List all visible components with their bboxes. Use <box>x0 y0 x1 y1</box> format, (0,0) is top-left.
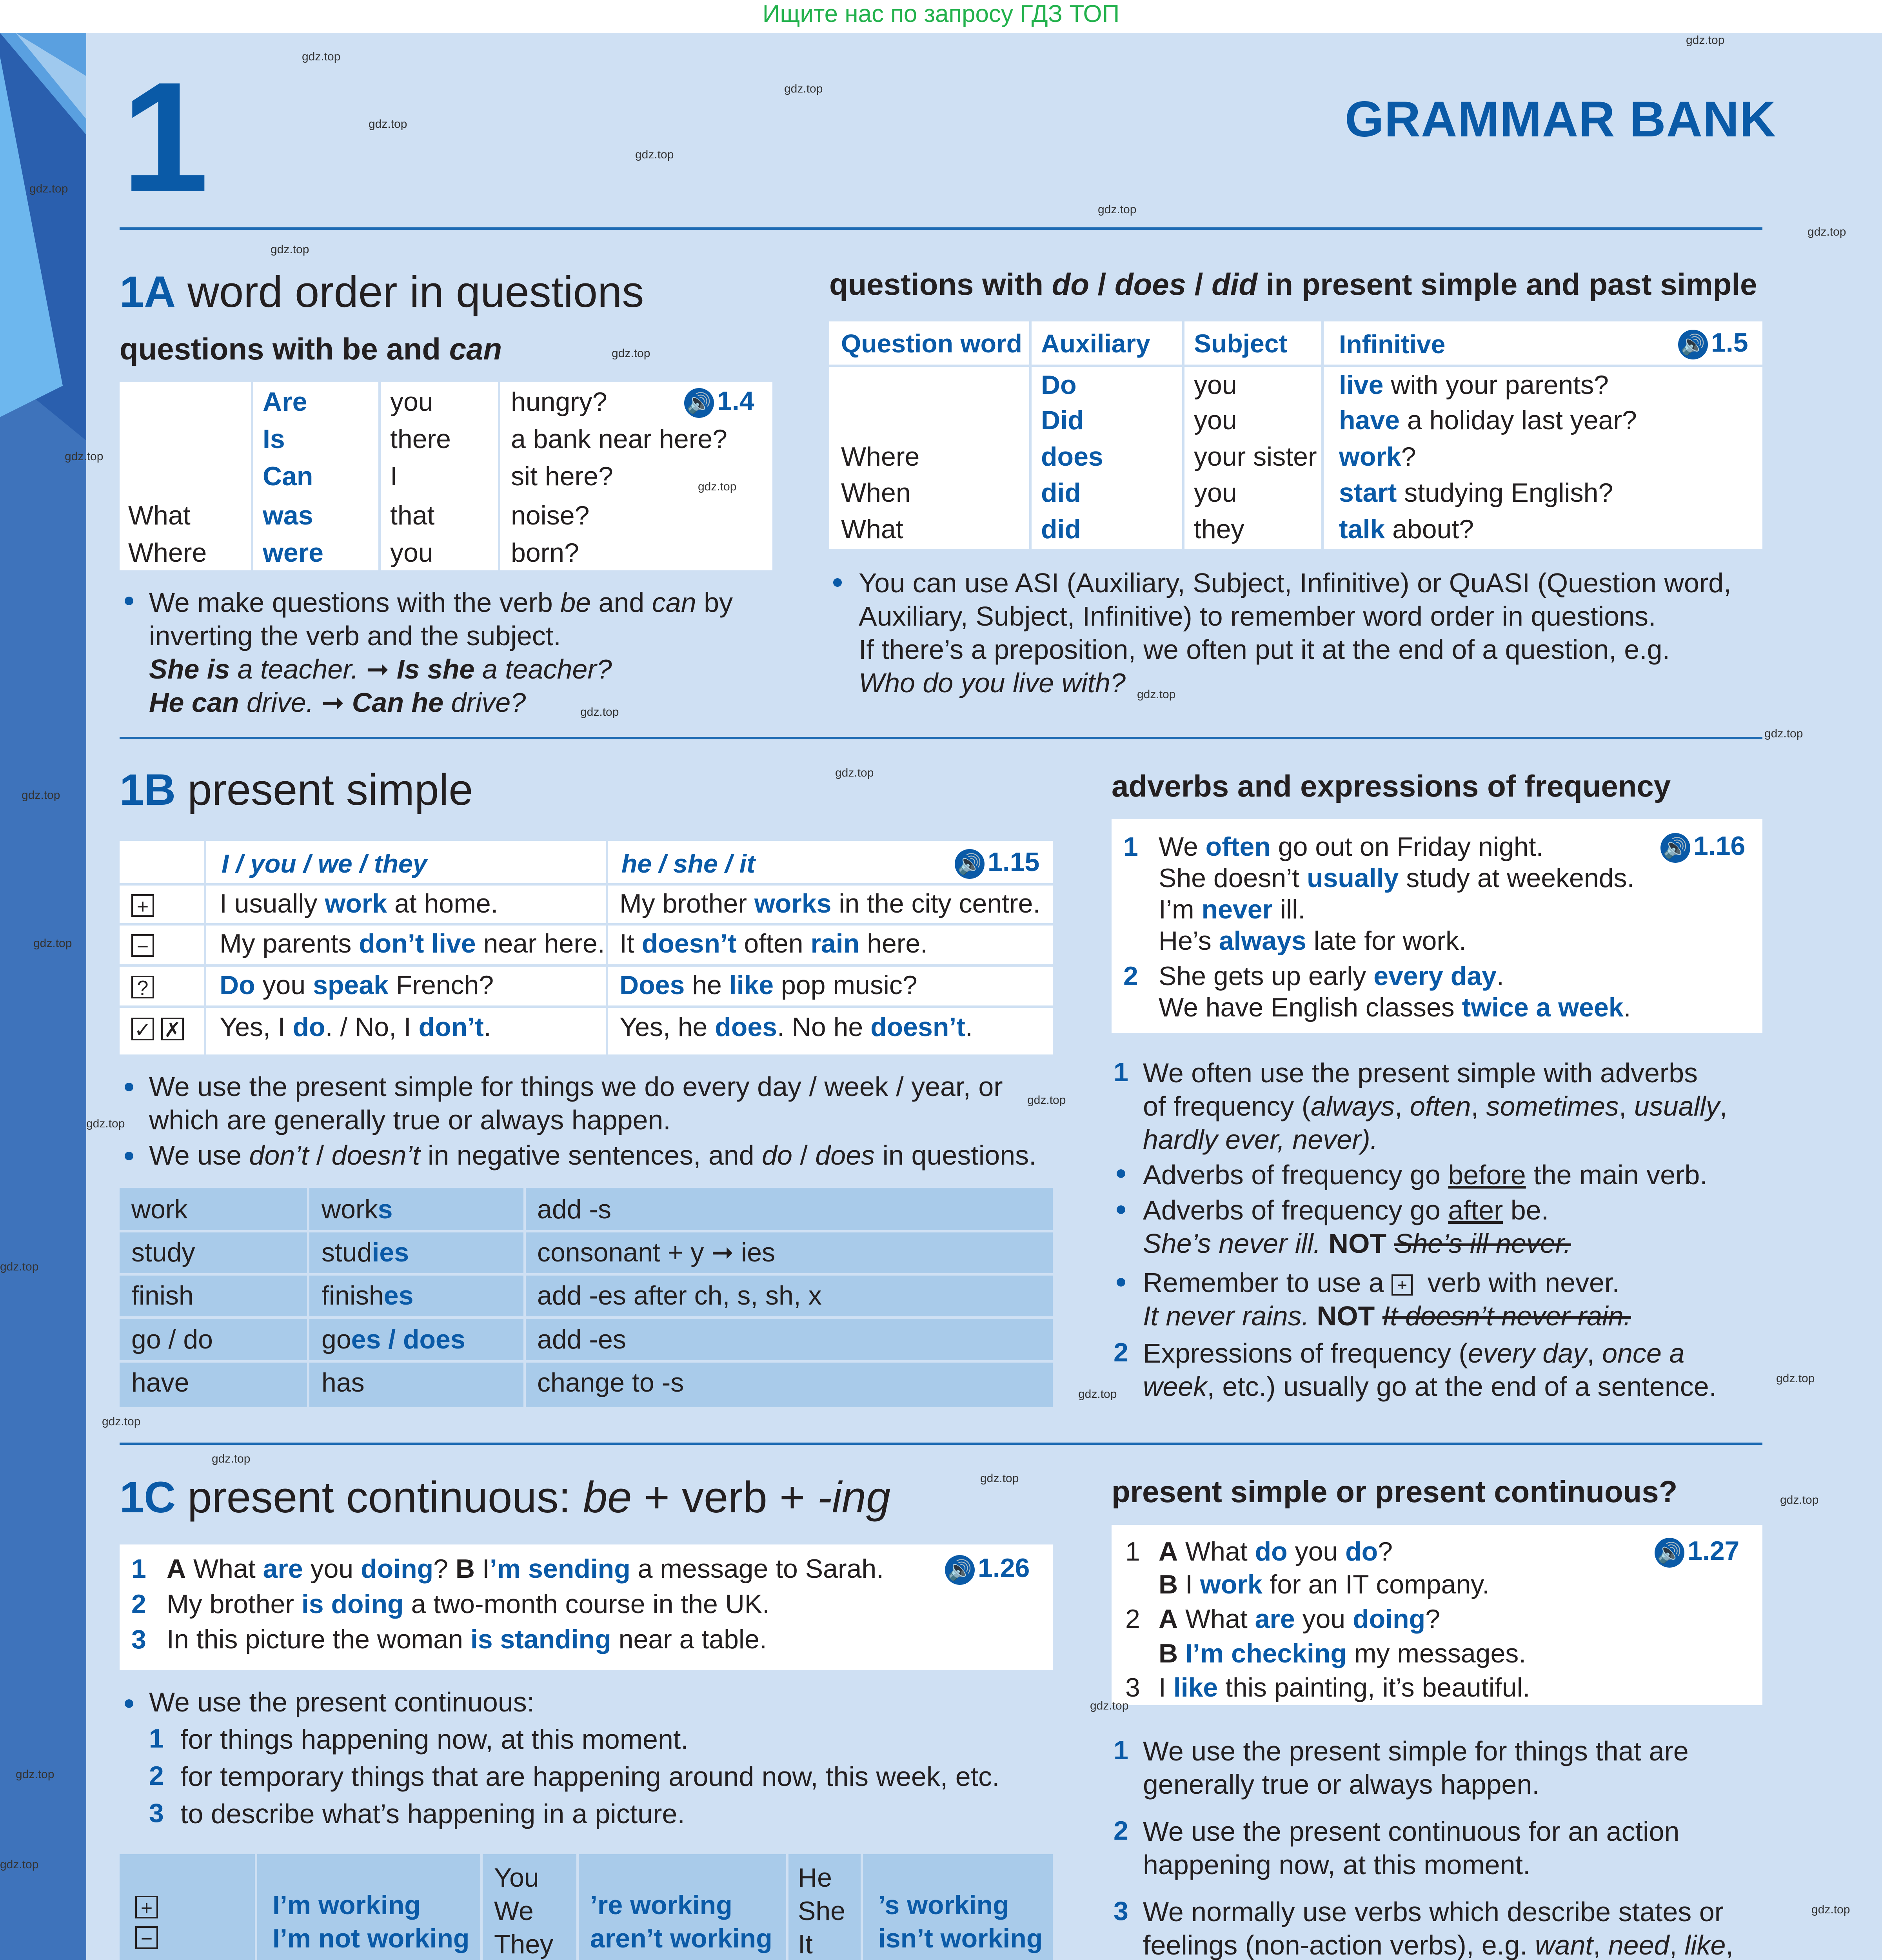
plus-icon: + <box>135 1889 165 1921</box>
number: 3 <box>131 1624 146 1654</box>
subject: your sister <box>1194 442 1317 472</box>
rule: add -s <box>537 1194 611 1224</box>
example: We often go out on Friday night. <box>1159 832 1544 862</box>
watermark: gdz.top <box>369 118 407 131</box>
example: It doesn’t often rain here. <box>619 929 928 958</box>
watermark: gdz.top <box>302 50 341 63</box>
section-1a-subheading: questions with be and can <box>120 332 502 366</box>
bullet <box>125 1152 133 1160</box>
watermark: gdz.top <box>580 706 619 719</box>
bullet <box>1117 1169 1125 1178</box>
form: works <box>322 1194 393 1224</box>
aux: Did <box>1041 405 1084 435</box>
example: He’s always late for work. <box>1159 926 1466 956</box>
pronoun: He <box>798 1863 832 1893</box>
form: studies <box>322 1238 409 1267</box>
form: has <box>322 1368 365 1397</box>
example: I like this painting, it’s beautiful. <box>1159 1673 1530 1702</box>
infinitive: live with your parents? <box>1339 370 1609 400</box>
watermark: gdz.top <box>271 243 309 256</box>
example: Do you speak French? <box>220 970 494 1000</box>
section-1c-examples <box>120 1544 1053 1670</box>
watermark: gdz.top <box>1078 1388 1117 1401</box>
form: finishes <box>322 1281 414 1310</box>
note: which are generally true or always happen. <box>149 1105 671 1135</box>
adverbs-heading: adverbs and expressions of frequency <box>1112 769 1671 803</box>
watermark: gdz.top <box>1137 688 1176 701</box>
verb: have <box>131 1368 189 1397</box>
note: We make questions with the verb be and can by <box>149 587 733 618</box>
note: Expressions of frequency (every day, once a <box>1143 1338 1685 1368</box>
watermark: gdz.top <box>784 82 823 95</box>
qw: Where <box>841 442 920 472</box>
pronoun: She <box>798 1896 845 1926</box>
plus-icon: + <box>1392 1274 1413 1296</box>
form: I’m working <box>272 1890 421 1920</box>
speaker-icon: 🔊 <box>684 388 714 418</box>
rule: add -es <box>537 1325 626 1354</box>
rest: a bank near here? <box>511 424 727 454</box>
form: isn’t working <box>878 1924 1043 1953</box>
aux: did <box>1041 514 1081 544</box>
number: 2 <box>1114 1816 1128 1846</box>
number: 1 <box>131 1554 146 1584</box>
aux: Do <box>1041 370 1077 400</box>
top-banner-text: Ищите нас по запросу ГДЗ ТОП <box>762 0 1120 27</box>
col-header: I / you / we / they <box>222 849 427 878</box>
note: week, etc.) usually go at the end of a sentence. <box>1143 1371 1717 1402</box>
divider <box>120 1443 1762 1445</box>
number: 3 <box>149 1798 164 1828</box>
number: 1 <box>1123 832 1138 862</box>
audio-button[interactable]: 🔊 1.26 <box>945 1552 1030 1585</box>
form: goes / does <box>322 1325 465 1354</box>
watermark: gdz.top <box>1780 1494 1819 1506</box>
watermark: gdz.top <box>1098 203 1137 216</box>
watermark: gdz.top <box>65 450 104 463</box>
infinitive: start studying English? <box>1339 478 1613 508</box>
note: for temporary things that are happening around now, this week, etc. <box>180 1761 1000 1792</box>
subject: you <box>1194 405 1237 435</box>
watermark: gdz.top <box>612 347 650 360</box>
note: to describe what’s happening in a picture. <box>180 1798 685 1829</box>
bullet <box>1117 1278 1125 1287</box>
rule: change to -s <box>537 1368 684 1397</box>
watermark: gdz.top <box>980 1472 1019 1485</box>
watermark: gdz.top <box>698 480 737 493</box>
audio-button[interactable]: 🔊 1.16 <box>1660 830 1745 863</box>
bullet <box>125 1699 133 1708</box>
number: 3 <box>1125 1673 1140 1702</box>
minus-icon: − <box>131 928 161 959</box>
rest: born? <box>511 538 579 568</box>
watermark: gdz.top <box>635 148 674 161</box>
watermark: gdz.top <box>0 1858 39 1871</box>
note: Adverbs of frequency go after be. <box>1143 1195 1549 1225</box>
bullet <box>125 1083 133 1091</box>
section-1b-heading: 1B present simple <box>120 765 473 814</box>
note: We use the present continuous: <box>149 1687 535 1717</box>
page-title: GRAMMAR BANK <box>1345 91 1776 147</box>
qw: When <box>841 478 911 508</box>
number: 2 <box>1125 1604 1140 1634</box>
col-header: Infinitive <box>1339 330 1446 359</box>
verb: work <box>131 1194 188 1224</box>
qw: What <box>841 514 903 544</box>
note: We use the present continuous for an action <box>1143 1816 1680 1847</box>
note: Auxiliary, Subject, Infinitive) to remember word order in questions. <box>859 601 1656 632</box>
bullet <box>125 597 133 605</box>
example: She doesn’t usually study at weekends. <box>1159 863 1635 893</box>
infinitive: have a holiday last year? <box>1339 405 1637 435</box>
example: A What are you doing? B I’m sending a message to Sarah. <box>167 1554 884 1584</box>
number: 2 <box>1114 1338 1128 1367</box>
note: generally true or always happen. <box>1143 1769 1540 1800</box>
watermark: gdz.top <box>29 182 68 195</box>
pronoun: They <box>494 1929 554 1959</box>
audio-button[interactable]: 🔊 1.4 <box>684 385 754 418</box>
verb: study <box>131 1238 195 1267</box>
subject: that <box>390 501 435 530</box>
verb: were <box>263 538 323 568</box>
tick-cross-icon: ✓ ✗ <box>131 1011 191 1043</box>
spelling-table-1b <box>120 1188 1053 1407</box>
number: 1 <box>1114 1735 1128 1765</box>
qw: What <box>128 501 191 530</box>
note: for things happening now, at this moment. <box>180 1724 688 1755</box>
subject: you <box>1194 370 1237 400</box>
watermark: gdz.top <box>33 937 72 950</box>
example: We have English classes twice a week. <box>1159 993 1631 1022</box>
watermark: gdz.top <box>1686 34 1725 47</box>
infinitive: work? <box>1339 442 1416 472</box>
watermark: gdz.top <box>835 766 874 779</box>
example: Does he like pop music? <box>619 970 917 1000</box>
verb: Are <box>263 387 307 417</box>
decorative-triangles <box>0 33 86 441</box>
audio-button[interactable]: 🔊 1.15 <box>955 846 1039 879</box>
watermark: gdz.top <box>86 1117 125 1130</box>
note: of frequency (always, often, sometimes, usually, <box>1143 1091 1728 1122</box>
aux: did <box>1041 478 1081 508</box>
table-1c-forms <box>120 1854 1053 1960</box>
psc-heading: present simple or present continuous? <box>1112 1474 1678 1509</box>
form: I’m not working <box>272 1924 470 1953</box>
plus-icon: + <box>131 888 161 919</box>
watermark: gdz.top <box>212 1452 251 1465</box>
pronoun: You <box>494 1863 539 1893</box>
note: happening now, at this moment. <box>1143 1849 1531 1880</box>
example: Yes, I do. / No, I don’t. <box>220 1012 491 1042</box>
verb: Is <box>263 424 285 454</box>
rest: hungry? <box>511 387 607 417</box>
verb: Can <box>263 461 313 491</box>
section-1c-heading: 1C present continuous: be + verb + -ing <box>120 1473 891 1522</box>
example: In this picture the woman is standing near a table. <box>167 1624 767 1654</box>
col-header: he / she / it <box>621 849 756 878</box>
col-header: Subject <box>1194 329 1288 358</box>
speaker-icon: 🔊 <box>1660 833 1690 863</box>
qdd-heading: questions with do / does / did in present simple and past simple <box>829 267 1757 301</box>
pronoun: It <box>798 1929 813 1959</box>
col-header: Auxiliary <box>1041 329 1150 358</box>
note: If there’s a preposition, we often put it at the end of a question, e.g. <box>859 634 1670 665</box>
example: B I work for an IT company. <box>1159 1570 1490 1599</box>
speaker-icon: 🔊 <box>945 1555 975 1585</box>
rule: add -es after ch, s, sh, x <box>537 1281 822 1310</box>
number: 2 <box>131 1589 146 1619</box>
psc-examples <box>1112 1525 1762 1705</box>
form: aren’t working <box>590 1924 772 1953</box>
number: 1 <box>1125 1537 1140 1566</box>
top-banner <box>0 0 1882 33</box>
number: 1 <box>149 1724 164 1753</box>
example: My brother is doing a two-month course in the UK. <box>167 1589 770 1619</box>
example: I’m never ill. <box>1159 895 1306 924</box>
note: We normally use verbs which describe states or <box>1143 1896 1724 1927</box>
watermark: gdz.top <box>1811 1903 1850 1916</box>
example: My brother works in the city centre. <box>619 889 1041 918</box>
watermark: gdz.top <box>16 1768 54 1781</box>
number: 2 <box>1123 961 1138 991</box>
infinitive: talk about? <box>1339 514 1474 544</box>
example: She gets up early every day. <box>1159 961 1504 991</box>
verb: finish <box>131 1281 194 1310</box>
adverbs-examples <box>1112 819 1762 1033</box>
example: She’s never ill. NOT She’s ill never. <box>1143 1228 1571 1259</box>
example: I usually work at home. <box>220 889 498 918</box>
example: Yes, he does. No he doesn’t. <box>619 1012 973 1042</box>
subject: you <box>390 387 433 417</box>
form: ’re working <box>590 1890 732 1920</box>
audio-button[interactable]: 🔊 1.5 <box>1678 327 1748 359</box>
bullet <box>833 578 842 587</box>
watermark: gdz.top <box>1808 225 1846 238</box>
watermark: gdz.top <box>1764 727 1803 740</box>
note: We use the present simple for things we do every day / week / year, or <box>149 1071 1003 1102</box>
question-icon: ? <box>131 969 161 1001</box>
number: 2 <box>149 1761 164 1791</box>
qw: Where <box>128 538 207 568</box>
note: We often use the present simple with adverbs <box>1143 1058 1698 1088</box>
divider <box>120 737 1762 739</box>
note: Remember to use a + verb with never. <box>1143 1267 1620 1298</box>
rest: sit here? <box>511 461 613 491</box>
table-qdd <box>829 321 1762 549</box>
note: We use the present simple for things that are <box>1143 1736 1689 1766</box>
section-1a-heading: 1A word order in questions <box>120 267 644 316</box>
watermark: gdz.top <box>1027 1094 1066 1107</box>
example: My parents don’t live near here. <box>220 929 605 958</box>
watermark: gdz.top <box>22 789 60 802</box>
unit-number: 1 <box>122 49 209 225</box>
example: A What are you doing? <box>1159 1604 1441 1634</box>
table-1b <box>120 841 1053 1054</box>
note: We use don’t / doesn’t in negative sentences, and do / does in questions. <box>149 1140 1037 1171</box>
example: Who do you live with? <box>859 668 1126 698</box>
rest: noise? <box>511 501 590 530</box>
speaker-icon: 🔊 <box>1678 330 1708 359</box>
rule: consonant + y ➞ ies <box>537 1238 775 1267</box>
subject: you <box>390 538 433 568</box>
example: It never rains. NOT It doesn’t never rain. <box>1143 1301 1631 1331</box>
pronoun: We <box>494 1896 534 1926</box>
watermark: gdz.top <box>102 1415 141 1428</box>
divider <box>120 227 1762 230</box>
subject: they <box>1194 514 1244 544</box>
number: 3 <box>1114 1896 1128 1926</box>
speaker-icon: 🔊 <box>955 849 985 879</box>
note: feelings (non-action verbs), e.g. want, need, like, <box>1143 1930 1733 1960</box>
subject: you <box>1194 478 1237 508</box>
minus-icon: − <box>135 1920 165 1951</box>
aux: does <box>1041 442 1103 472</box>
col-header: Question word <box>841 329 1022 358</box>
note: hardly ever, never). <box>1143 1124 1378 1155</box>
verb: was <box>263 501 313 530</box>
note: Adverbs of frequency go before the main verb. <box>1143 1160 1708 1190</box>
subject: I <box>390 461 398 491</box>
note: You can use ASI (Auxiliary, Subject, Infinitive) or QuASI (Question word, <box>859 568 1731 598</box>
watermark: gdz.top <box>0 1260 39 1273</box>
watermark: gdz.top <box>1776 1372 1815 1385</box>
bullet <box>1117 1205 1125 1214</box>
form: ’s working <box>878 1890 1009 1920</box>
number: 1 <box>1114 1057 1128 1087</box>
example: A What do you do? <box>1159 1537 1393 1566</box>
note: inverting the verb and the subject. <box>149 621 561 651</box>
verb: go / do <box>131 1325 213 1354</box>
subject: there <box>390 424 451 454</box>
example: He can drive. ➞ Can he drive? <box>149 687 526 718</box>
table-1a <box>120 382 772 570</box>
watermark: gdz.top <box>1090 1699 1129 1712</box>
example: B I’m checking my messages. <box>1159 1639 1526 1668</box>
example: She is a teacher. ➞ Is she a teacher? <box>149 654 612 684</box>
speaker-icon: 🔊 <box>1655 1538 1684 1568</box>
audio-button[interactable]: 🔊 1.27 <box>1655 1535 1739 1568</box>
